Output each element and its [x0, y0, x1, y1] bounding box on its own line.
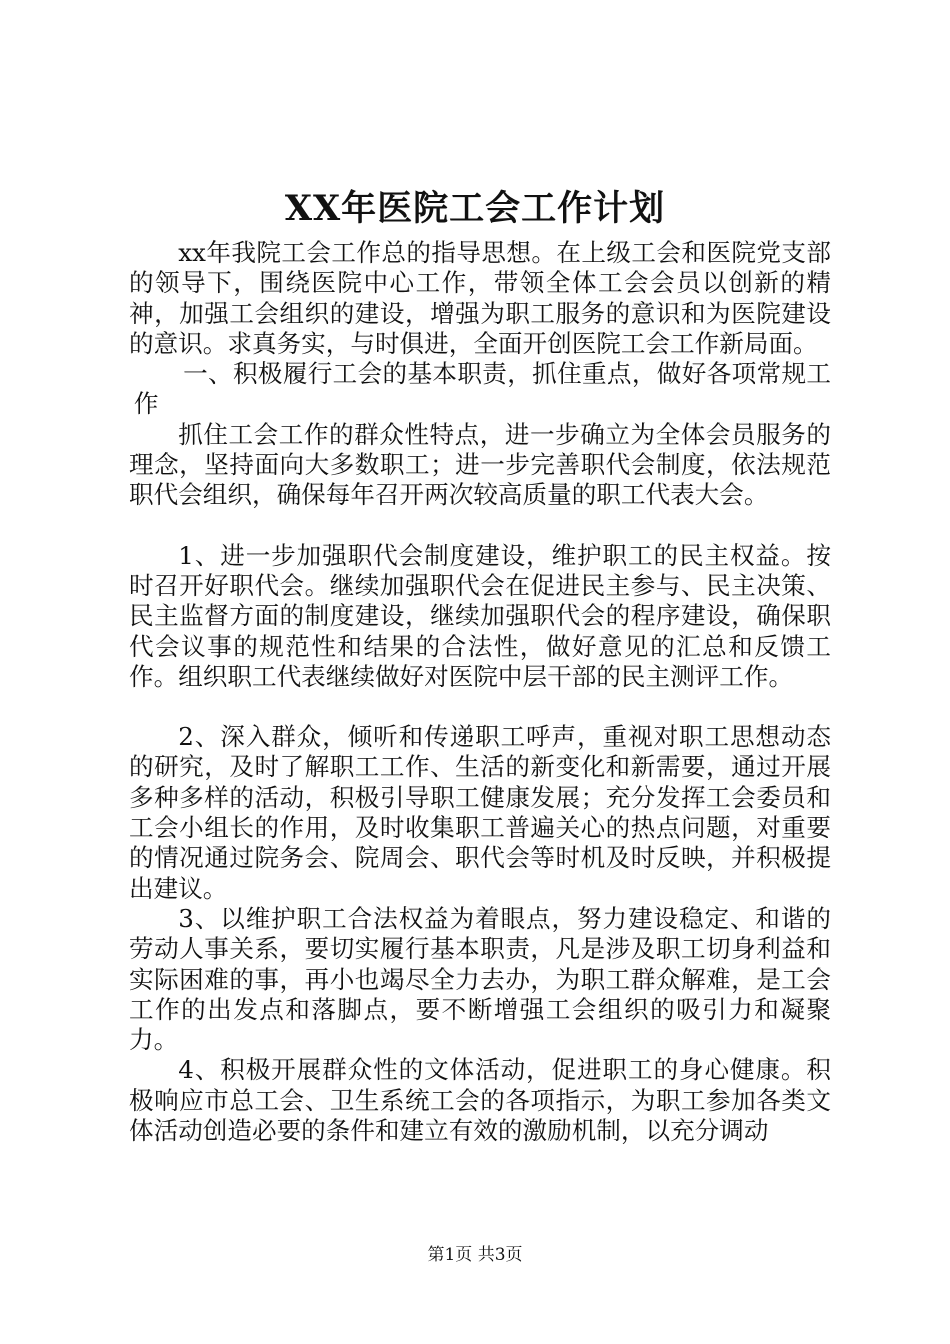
section-heading-1: 一、积极履行工会的基本职责，抓住重点，做好各项常规工作 — [133, 359, 831, 419]
paragraph-item-3: 3、以维护职工合法权益为着眼点，努力建设稳定、和谐的劳动人事关系，要切实履行基本职责，凡是涉及职工切身利益和实际困难的事，再小也竭尽全力去办，为职工群众解难，是工会工作的出发点和落脚点，要不断增强工会组织的吸引力和凝聚力。 — [129, 903, 831, 1055]
paragraph-item-4: 4、积极开展群众性的文体活动，促进职工的身心健康。积极响应市总工会、卫生系统工会的各项指示，为职工参加各类文体活动创造必要的条件和建立有效的激励机制，以充分调动 — [129, 1055, 831, 1146]
paragraph-section-intro: 抓住工会工作的群众性特点，进一步确立为全体会员服务的理念，坚持面向大多数职工；进一步完善职代会制度，依法规范职代会组织，确保每年召开两次较高质量的职工代表大会。 — [129, 419, 831, 510]
document-title: XX年医院工会工作计划 — [284, 188, 666, 229]
paragraph-item-1: 1、进一步加强职代会制度建设，维护职工的民主权益。按时召开好职代会。继续加强职代会在促进民主参与、民主决策、民主监督方面的制度建设，继续加强职代会的程序建设，确保职代会议事的规范性和结果的合法性，做好意见的汇总和反馈工作。组织职工代表继续做好对医院中层干部的民主测评工作。 — [129, 540, 831, 691]
paragraph-intro: xx年我院工会工作总的指导思想。在上级工会和医院党支部的领导下，围绕医院中心工作，带领全体工会会员以创新的精神，加强工会组织的建设，增强为职工服务的意识和为医院建设的意识。求真务实，与时俱进，全面开创医院工会工作新局面。 — [129, 238, 831, 358]
document-body — [129, 238, 831, 1146]
page-footer: 第1页 共3页 — [427, 1245, 523, 1265]
paragraph-item-2: 2、深入群众，倾听和传递职工呼声，重视对职工思想动态的研究，及时了解职工工作、生活的新变化和新需要，通过开展多种多样的活动，积极引导职工健康发展；充分发挥工会委员和工会小组长的作用，及时收集职工普遍关心的热点问题，对重要的情况通过院务会、院周会、职代会等时机及时反映，并积极提出建议。 — [129, 722, 831, 903]
